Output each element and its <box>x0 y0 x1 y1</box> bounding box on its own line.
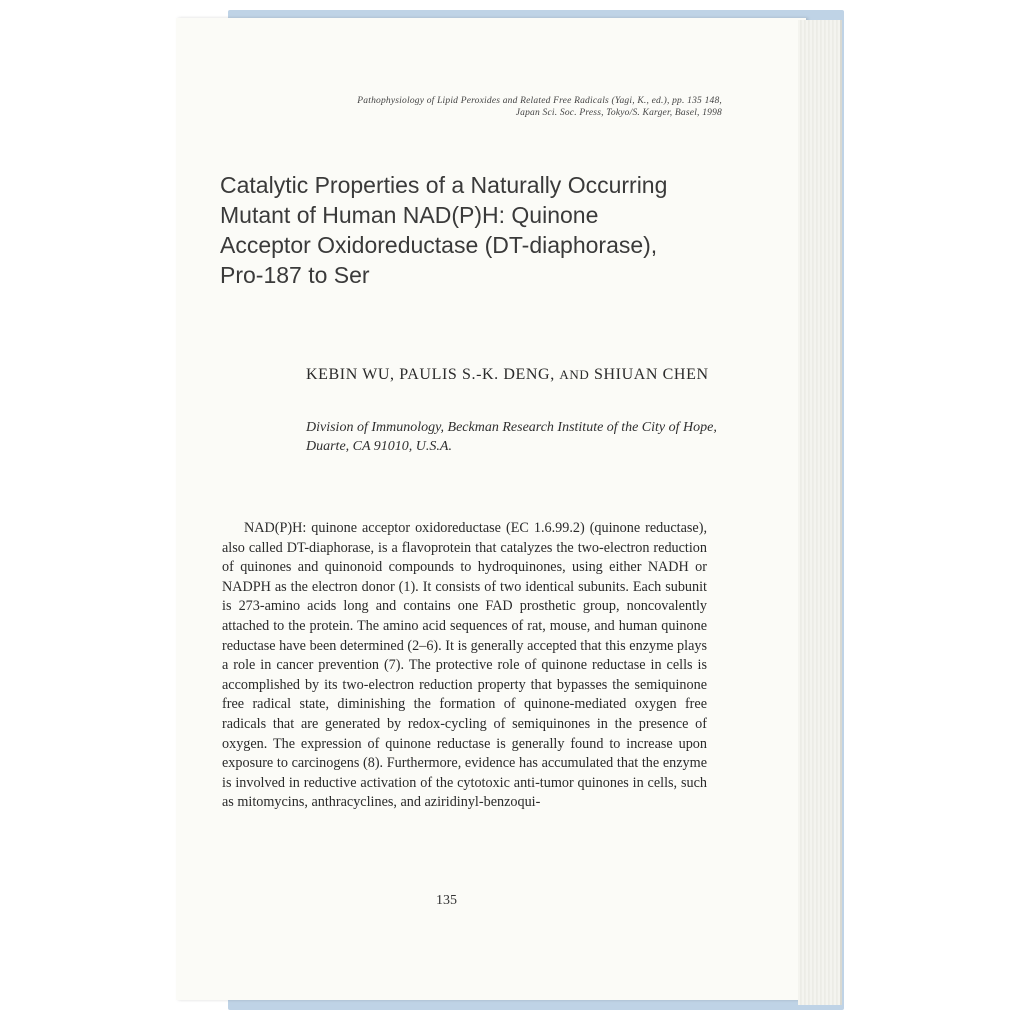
article-body <box>222 519 707 813</box>
title-line: Catalytic Properties of a Naturally Occurring <box>220 172 668 198</box>
author-list <box>306 365 726 385</box>
author-names-first: KEBIN WU, PAULIS S.-K. DENG, <box>306 366 555 383</box>
page-number: 135 <box>436 893 457 908</box>
book-page <box>176 18 806 1000</box>
running-header-line-1: Pathophysiology of Lipid Peroxides and Related Free Radicals (Yagi, K., ed.), pp. 135 148, <box>357 96 722 106</box>
title-line: Mutant of Human NAD(P)H: Quinone <box>220 202 599 228</box>
body-paragraph: NAD(P)H: quinone acceptor oxidoreductase (EC 1.6.99.2) (quinone reductase), also called DT-diaphorase, is a flavoprotein that catalyzes the two-electron reduction of quinones and quinonoid compounds to hydroquinones, using either NADH or NADPH as the electron donor (1). It consists of two identical subunits. Each subunit is 273-amino acids long and contains one FAD prosthetic group, noncovalently attached to the protein. The amino acid sequences of rat, mouse, and human quinone reductase have been determined (2–6). It is generally accepted that this enzyme plays a role in cancer prevention (7). The protective role of quinone reductase in cells is accomplished by its two-electron reduction property that bypasses the semiquinone free radical state, diminishing the formation of quinone-mediated oxygen free radicals that are generated by redox-cycling of semiquinones in the presence of oxygen. The expression of quinone reductase is generally found to increase upon exposure to carcinogens (8). Furthermore, evidence has accumulated that the enzyme is involved in reductive activation of the cytotoxic anti-tumor quinones in cells, such as mitomycins, anthracyclines, and aziridinyl-benzoqui- <box>222 520 707 811</box>
author-names-last: SHIUAN CHEN <box>594 366 709 383</box>
page-stack-edge <box>798 20 842 1005</box>
running-header-line-2: Japan Sci. Soc. Press, Tokyo/S. Karger, Basel, 1998 <box>515 108 722 118</box>
author-affiliation: Division of Immunology, Beckman Research Institute of the City of Hope, Duarte, CA 91010, U.S.A. <box>306 420 717 454</box>
author-conjunction: AND <box>559 367 590 382</box>
title-line: Acceptor Oxidoreductase (DT-diaphorase), <box>220 232 658 258</box>
article-title <box>220 170 720 290</box>
title-line: Pro-187 to Ser <box>220 262 370 288</box>
